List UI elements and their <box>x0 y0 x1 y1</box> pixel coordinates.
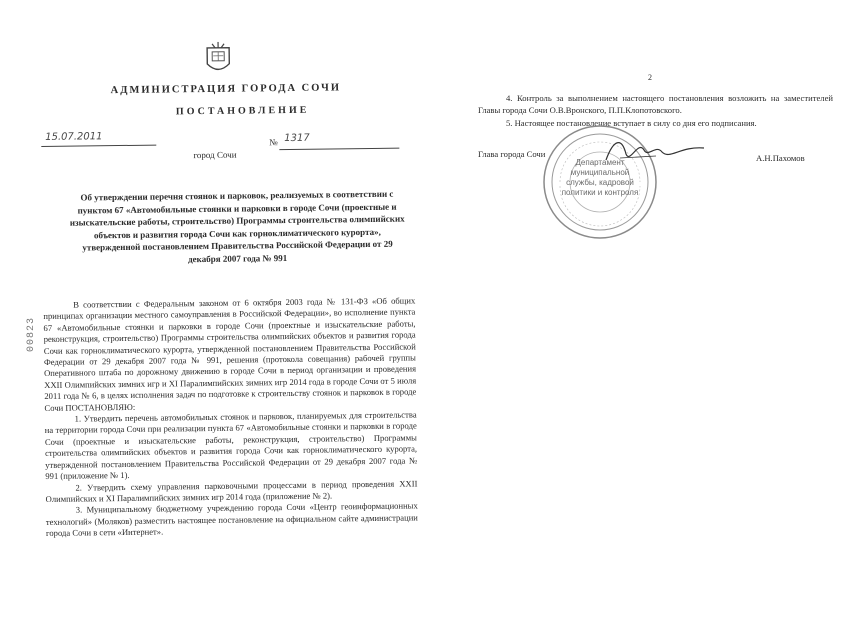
paragraph-4: 4. Контроль за выполнением настоящего постановления возложить на заместителей Главы города Сочи О.В.Вронского, П.П.Клопотовского. <box>478 93 833 115</box>
decree-heading: Об утверждении перечня стоянок и парковок, реализуемых в соответствии с пунктом 67 «Автомобильные стоянки и парковки в городе Сочи (проектные и изыскательские работы, строительство) Программы строительства олимпийских объектов и развития города Сочи как горноклиматического курорта», утвержденной постановлением Правительства Российской Федерации от 29 декабря 2007 года № 991 <box>69 188 405 264</box>
decree-body <box>43 295 418 539</box>
registration-stamp: 00823 <box>26 316 37 352</box>
seal-text: Департамент муниципальной службы, кадровой политики и контроля <box>561 158 639 197</box>
signatory-name: А.Н.Пахомов <box>756 153 805 163</box>
city-name: город Сочи <box>193 149 237 161</box>
decree-number: 1317 <box>284 132 310 145</box>
signatory-title: Глава города Сочи <box>478 149 546 159</box>
body-paragraph: 1. Утвердить перечень автомобильных стоянок и парковок, планируемых для строительства на территории города Сочи при реализации пункта 67 «Автомобильные стоянки и парковки в городе Сочи (проектные и изыскательские работы, реконструкция, строительство) Программы строительства олимпийских объектов и развития города Сочи как горноклиматического курорта, утвержденной постановлением Правительства Российской Федерации от 29 декабря 2007 года № 991 (приложение № 1). <box>44 409 418 482</box>
page-1 <box>40 35 427 630</box>
page-number: 2 <box>648 73 652 82</box>
body-paragraph: 3. Муниципальному бюджетному учреждению города Сочи «Центр геоинформационных технологий» (Моляков) разместить настоящее постановление на официальном сайте администрации города Сочи в сети «Интернет». <box>45 500 418 539</box>
doc-type: ПОСТАНОВЛЕНИЕ <box>175 104 310 118</box>
body-paragraph: В соответствии с Федеральным законом от 6 октября 2003 года № 131-ФЗ «Об общих принципах организации местного самоуправления в Российской Федерации», во исполнение пункта 67 «Автомобильные стоянки и парковки в городе Сочи (проектные и изыскательские работы, реконструкция, строительство) Программы строительства олимпийских объектов и развития города Сочи как горноклиматического курорта, утвержденной постановлением Правительства Российской Федерации от 29 декабря 2007 года № 991, решения (протокола совещания) рабочей группы Оперативного штаба по дорожному движению в городе Сочи в период организации и проведения XXII Олимпийских зимних игр и XI Паралимпийских зимних игр 2014 года в городе Сочи от 5 июля 2011 года № 6, в целях исполнения задач по подготовке к строительству стоянок и парковок в городе Сочи ПОСТАНОВЛЯЮ: <box>43 295 417 413</box>
paragraph-5: 5. Настоящее постановление вступает в силу со дня его подписания. <box>506 118 757 128</box>
decree-date: 15.07.2011 <box>45 131 103 143</box>
signature-icon <box>600 130 710 170</box>
number-prefix: № <box>269 137 278 148</box>
body-paragraph: 2. Утвердить схему управления парковочными процессами в период проведения XXII Олимпийских и XI Паралимпийских зимних игр 2014 года (приложение № 2). <box>45 477 418 504</box>
org-title: АДМИНИСТРАЦИЯ ГОРОДА СОЧИ <box>110 82 342 97</box>
city-crest-icon <box>205 42 231 76</box>
